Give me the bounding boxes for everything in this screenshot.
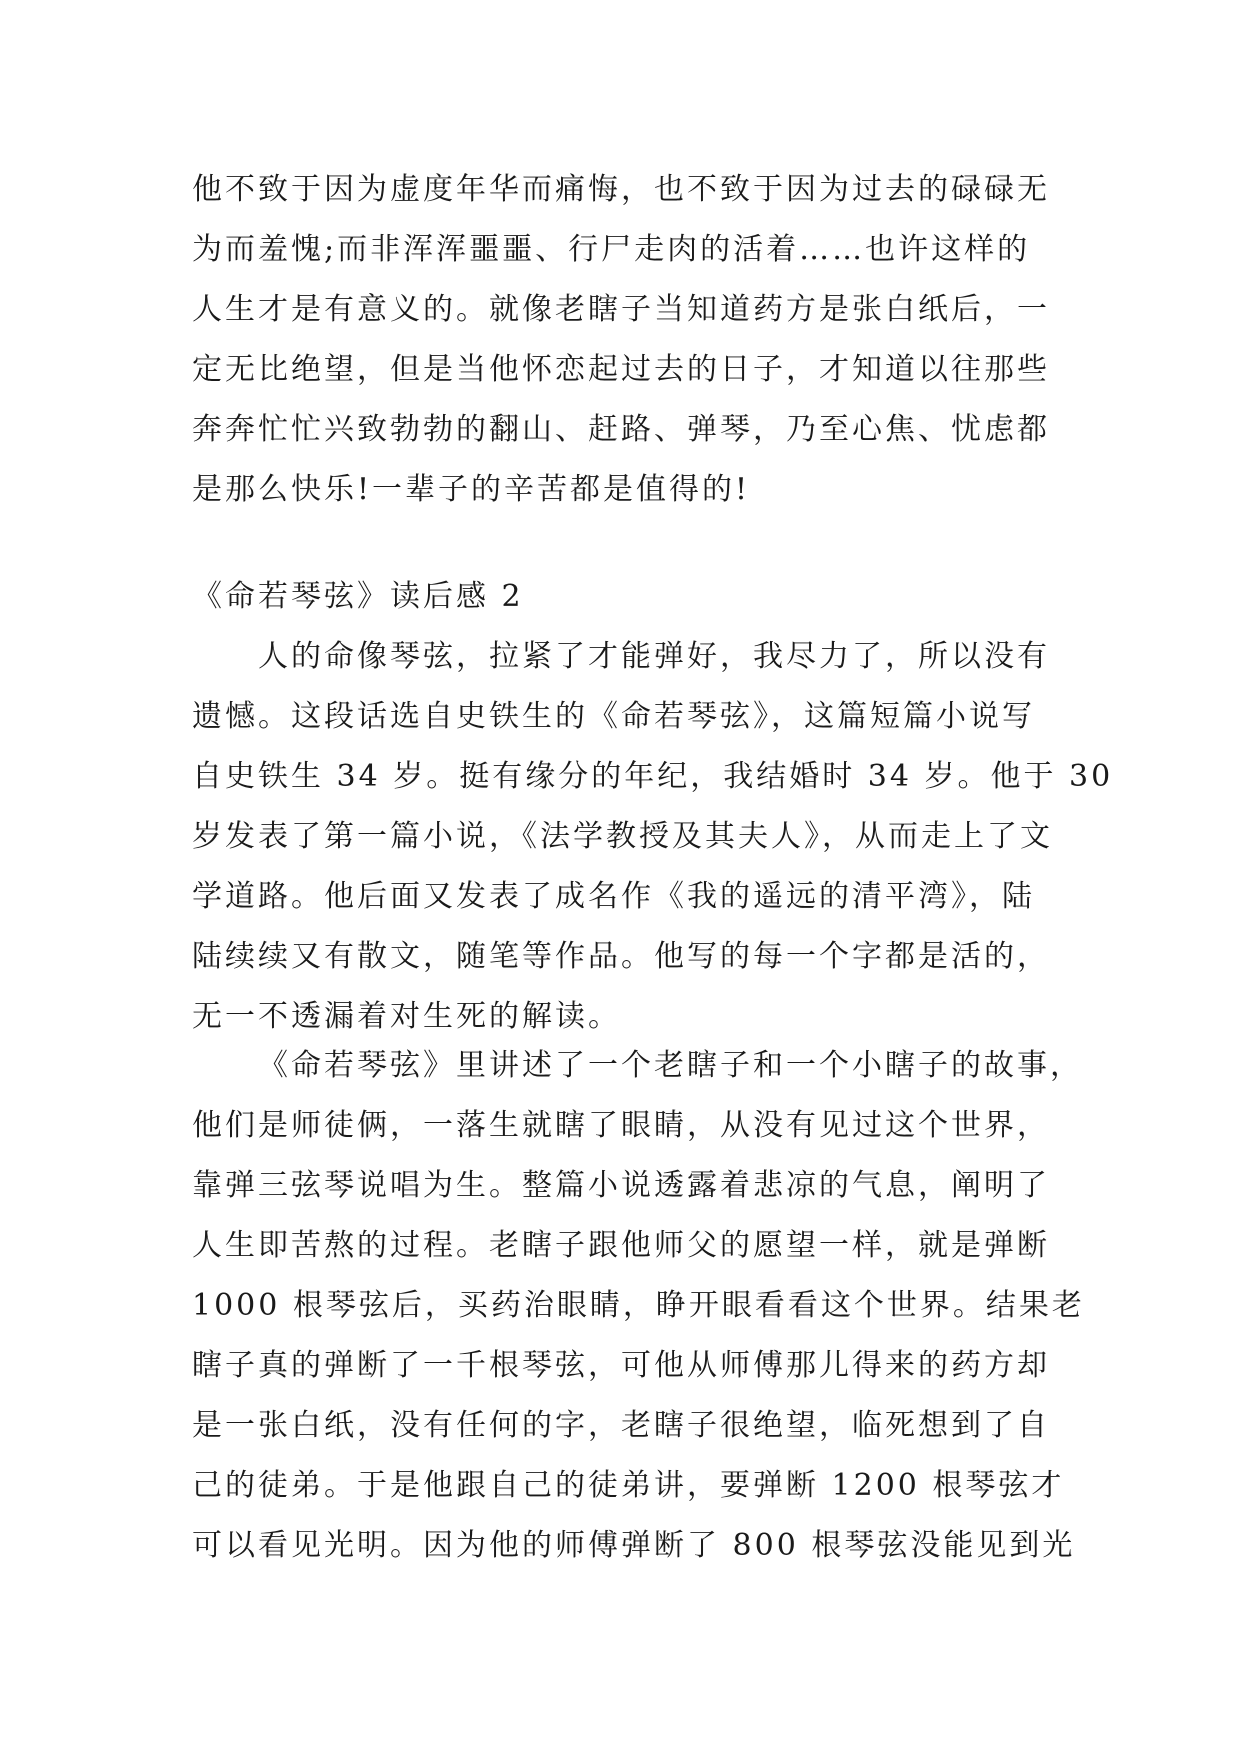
paragraph-line: 人的命像琴弦，拉紧了才能弹好，我尽力了，所以没有 — [258, 639, 1050, 674]
paragraph-line: 陆续续又有散文，随笔等作品。他写的每一个字都是活的， — [192, 939, 1050, 974]
paragraph-line: 为而羞愧;而非浑浑噩噩、行尸走肉的活着……也许这样的 — [192, 232, 1031, 267]
paragraph-line: 人生即苦熬的过程。老瞎子跟他师父的愿望一样，就是弹断 — [192, 1228, 1050, 1263]
paragraph-line: 靠弹三弦琴说唱为生。整篇小说透露着悲凉的气息，阐明了 — [192, 1168, 1050, 1203]
paragraph-line: 1000 根琴弦后，买药治眼睛，睁开眼看看这个世界。结果老 — [192, 1288, 1085, 1323]
paragraph-line: 定无比绝望，但是当他怀恋起过去的日子，才知道以往那些 — [192, 352, 1050, 387]
paragraph-line: 可以看见光明。因为他的师傅弹断了 800 根琴弦没能见到光 — [192, 1528, 1076, 1563]
section-heading: 《命若琴弦》读后感 2 — [192, 579, 524, 614]
section-heading-block — [192, 567, 1072, 627]
paragraph-line: 《命若琴弦》里讲述了一个老瞎子和一个小瞎子的故事， — [258, 1048, 1083, 1083]
paragraph-line: 人生才是有意义的。就像老瞎子当知道药方是张白纸后，一 — [192, 292, 1050, 327]
paragraph-line: 奔奔忙忙兴致勃勃的翻山、赶路、弹琴，乃至心焦、忧虑都 — [192, 412, 1050, 447]
paragraph-line: 他们是师徒俩，一落生就瞎了眼睛，从没有见过这个世界， — [192, 1108, 1050, 1143]
paragraph-line: 岁发表了第一篇小说，《法学教授及其夫人》，从而走上了文 — [192, 819, 1053, 854]
top-paragraph — [192, 160, 1072, 520]
paragraph-line: 自史铁生 34 岁。挺有缘分的年纪，我结婚时 34 岁。他于 30 — [192, 759, 1114, 794]
paragraph-2 — [192, 1036, 1085, 1576]
paragraph-line: 是那么快乐!一辈子的辛苦都是值得的! — [192, 472, 751, 507]
paragraph-line: 瞎子真的弹断了一千根琴弦，可他从师傅那儿得来的药方却 — [192, 1348, 1050, 1383]
paragraph-line: 无一不透漏着对生死的解读。 — [192, 999, 621, 1034]
paragraph-line: 学道路。他后面又发表了成名作《我的遥远的清平湾》，陆 — [192, 879, 1035, 914]
paragraph-1 — [192, 627, 1114, 1047]
paragraph-line: 是一张白纸，没有任何的字，老瞎子很绝望，临死想到了自 — [192, 1408, 1050, 1443]
paragraph-line: 遗憾。这段话选自史铁生的《命若琴弦》，这篇短篇小说写 — [192, 699, 1035, 734]
paragraph-line: 己的徒弟。于是他跟自己的徒弟讲，要弹断 1200 根琴弦才 — [192, 1468, 1065, 1503]
paragraph-line: 他不致于因为虚度年华而痛悔，也不致于因为过去的碌碌无 — [192, 172, 1050, 207]
